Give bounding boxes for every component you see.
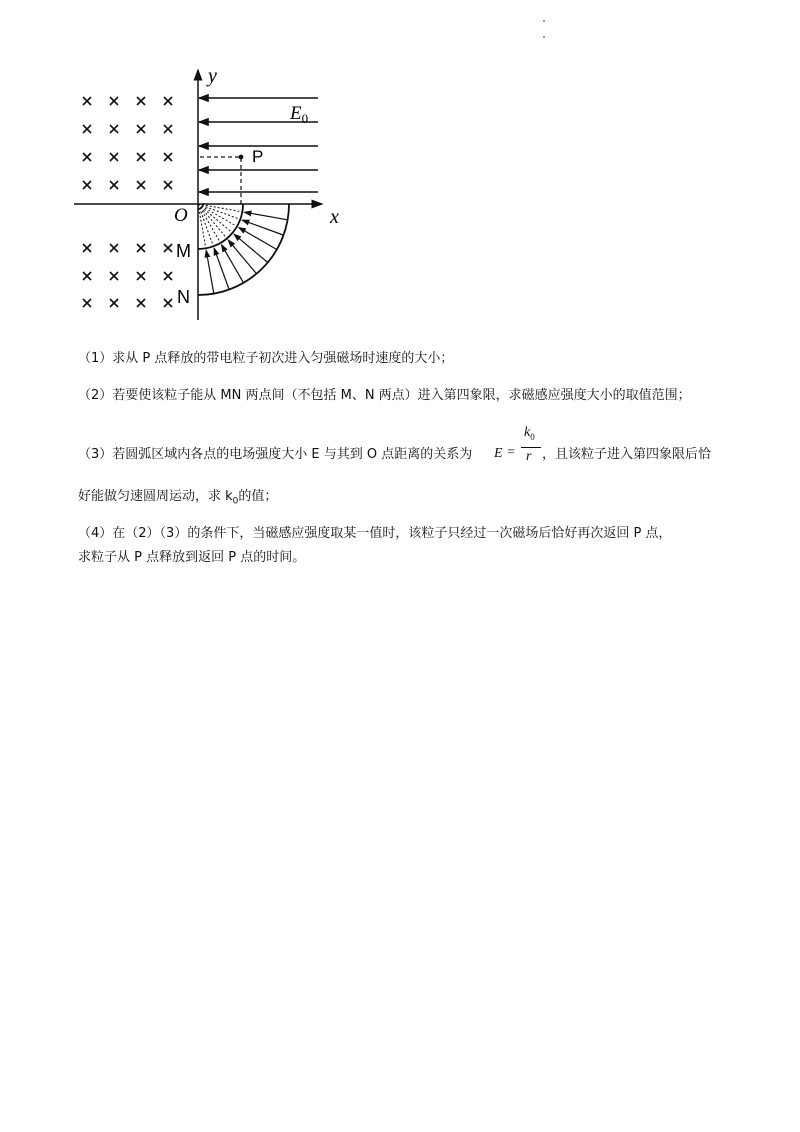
formula-numerator: $k_0$ [524,425,535,442]
formula-eq: = [507,445,515,460]
question-2: （2）若要使该粒子能从 MN 两点间（不包括 M、N 两点）进入第四象限，求磁感应强度大小的取值范围； [78,388,691,403]
field-cross [164,181,172,189]
dashed-radial [198,204,206,248]
field-cross [110,272,118,280]
field-cross [83,181,91,189]
field-cross [164,299,172,307]
field-cross [164,153,172,161]
radial-arrow [228,240,256,274]
radial-arrow [244,212,287,220]
physics-figure [60,60,360,330]
field-cross [164,244,172,252]
field-cross [110,125,118,133]
field-cross [83,299,91,307]
point-m-label: M [176,241,191,261]
field-cross [137,97,145,105]
point-p-label: P [252,147,264,166]
question-4-line-1: （4）在（2）（3）的条件下，当磁感应强度取某一值时，该粒子只经过一次磁场后恰好再次返回 P 点， [78,526,672,541]
formula-lhs: E [494,446,503,461]
field-cross [164,125,172,133]
y-axis-label: y [208,65,217,87]
field-cross [164,97,172,105]
field-cross [137,299,145,307]
dashed-radial [198,204,232,233]
dashed-radial [198,204,237,227]
field-cross [83,97,91,105]
radial-arrow [206,250,214,293]
origin-label: O [174,205,188,226]
field-cross [110,244,118,252]
corner-mark [543,36,545,38]
point-n-label: N [177,287,190,307]
dashed-radial [198,204,227,238]
fraction-bar [521,447,541,448]
question-3-part-a: （3）若圆弧区域内各点的电场强度大小 E 与其到 O 点距离的关系为 [78,447,473,462]
magnetic-field-crosses [83,97,172,307]
field-cross [110,153,118,161]
dashed-radials [198,204,243,249]
corner-mark [543,20,545,22]
field-cross [137,125,145,133]
question-3-part-c: 好能做匀速圆周运动，求 $k_0$的值； [78,489,278,507]
field-cross [164,272,172,280]
point-p [239,155,244,160]
field-cross [83,244,91,252]
dashed-radial [198,204,221,243]
field-cross [83,153,91,161]
field-cross [110,97,118,105]
question-1: （1）求从 P 点释放的带电粒子初次进入匀强磁场时速度的大小； [78,351,454,366]
field-cross [110,181,118,189]
radial-arrow [234,234,268,262]
field-cross [110,299,118,307]
field-label: $E_0$ [290,103,309,126]
field-cross [137,153,145,161]
x-axis-label: x [330,206,339,228]
question-3-part-b: ，且该粒子进入第四象限后恰 [542,447,712,462]
formula-denominator: r [526,449,532,464]
field-cross [83,272,91,280]
field-cross [137,244,145,252]
dashed-radial [198,204,242,212]
field-cross [137,181,145,189]
field-cross [83,125,91,133]
field-cross [137,272,145,280]
question-4-line-2: 求粒子从 P 点释放到返回 P 点的时间。 [78,550,306,565]
